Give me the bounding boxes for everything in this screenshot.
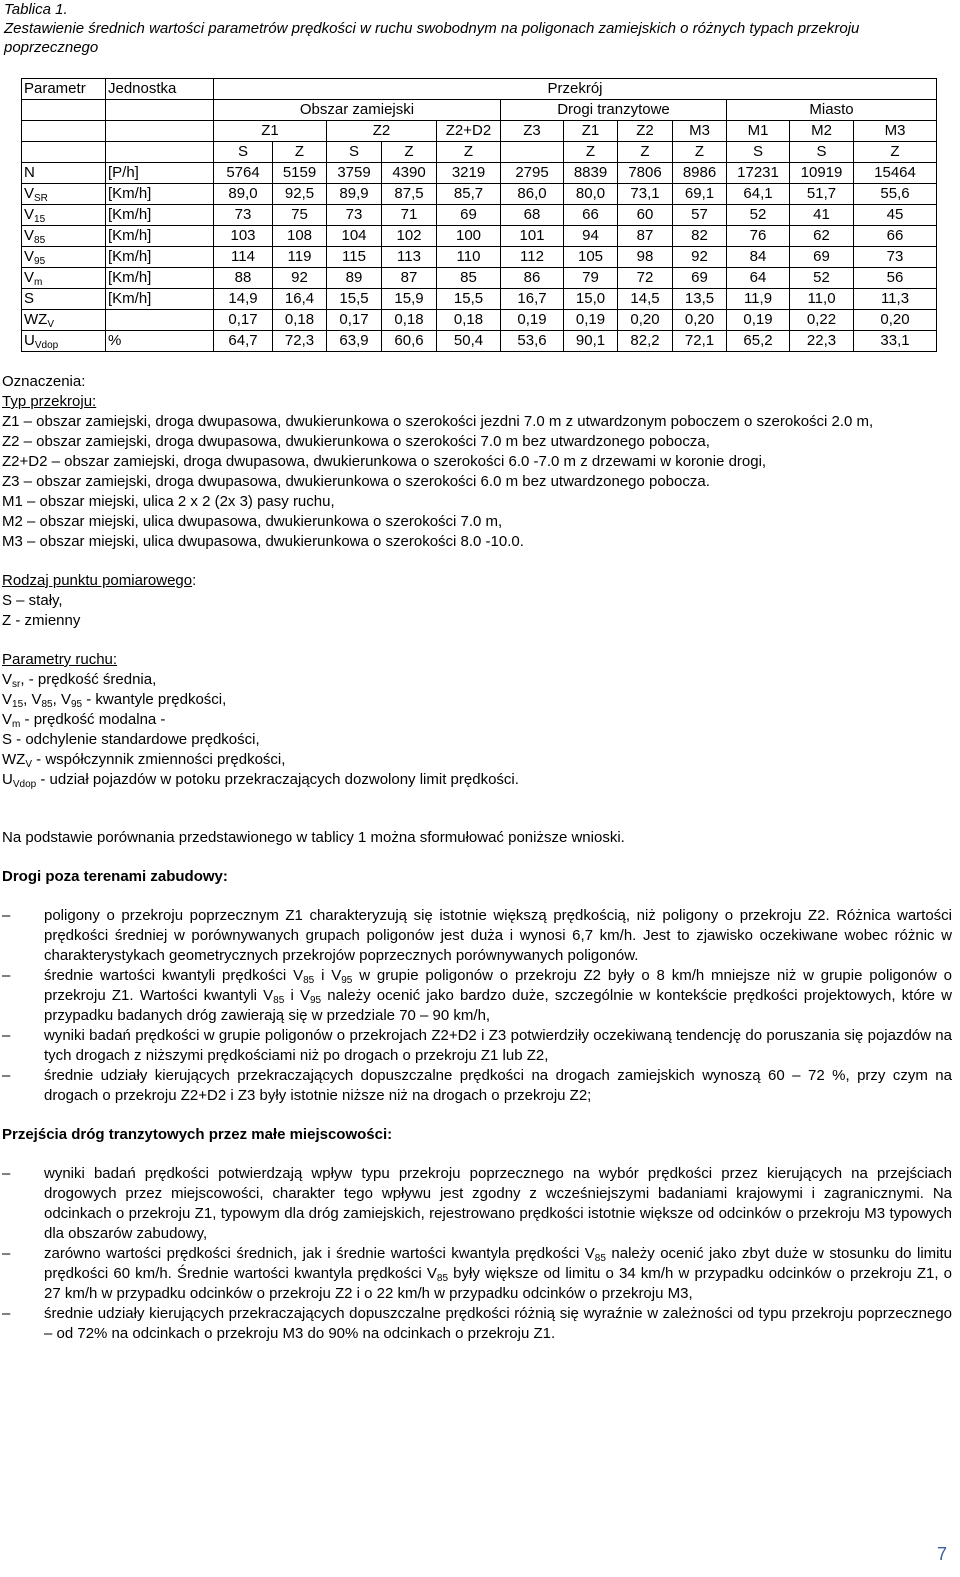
table-row: [22, 247, 937, 268]
list-item: – średnie udziały kierujących przekraczających dopuszczalne prędkości różnią się wyraźnie w zależności od typu przekroju poprzecznego – od 72% na odcinkach o przekroju M3 do 90% na odcinkach o przekroju Z1.: [2, 1305, 952, 1342]
value-cell: 69: [437, 205, 501, 226]
value-cell: 64: [727, 268, 790, 289]
list-item: – średnie wartości kwantyli prędkości $V_{85}$ i $V_{95}$ w grupie poligonów o przekroju Z2 były o 8 km/h mniejsze niż w grupie poligonów o przekroju Z1. Wartości kwantyli $V_{85}$ i $V_{95}$ należy ocenić jako bardzo duże, szczególnie w kontekście prędkości projektowych, które w przypadku badanych dróg zawierają się w przedziale 70 – 90 km/h,: [2, 967, 952, 1024]
value-cell: 71: [382, 205, 437, 226]
legend-heading: Oznaczenia:: [2, 373, 86, 390]
header-point: Z: [854, 142, 937, 163]
type-definition: Z2 – obszar zamiejski, droga dwupasowa, dwukierunkowa o szerokości 7.0 m bez utwardzonego pobocza,: [2, 433, 710, 450]
value-cell: 73: [854, 247, 937, 268]
value-cell: 0,18: [382, 310, 437, 331]
value-cell: 15,0: [564, 289, 618, 310]
header-empty: [22, 142, 106, 163]
value-cell: 0,18: [437, 310, 501, 331]
value-cell: 17231: [727, 163, 790, 184]
dash-bullet: –: [2, 1067, 11, 1084]
value-cell: 114: [214, 247, 273, 268]
value-cell: 52: [727, 205, 790, 226]
list-item: – wyniki badań prędkości w grupie poligonów o przekrojach Z2+D2 i Z3 potwierdziły oczekiwaną tendencję do poruszania się pojazdów na tych drogach z niższymi prędkościami niż po drogach o przekroju Z1 lub Z2,: [2, 1027, 952, 1064]
dash-bullet: –: [2, 907, 11, 924]
value-cell: 0,20: [618, 310, 673, 331]
unit-cell: [Km/h]: [106, 247, 214, 268]
value-cell: 0,20: [854, 310, 937, 331]
value-cell: 85: [437, 268, 501, 289]
type-definition: Z2+D2 – obszar zamiejski, droga dwupasowa, dwukierunkowa o szerokości 6.0 -7.0 m z drzewami w koronie drogi,: [2, 453, 767, 470]
table-row: [22, 226, 937, 247]
value-cell: 51,7: [790, 184, 854, 205]
value-cell: 11,9: [727, 289, 790, 310]
dash-bullet: –: [2, 1245, 11, 1262]
value-cell: 80,0: [564, 184, 618, 205]
value-cell: 3759: [327, 163, 382, 184]
value-cell: 55,6: [854, 184, 937, 205]
value-cell: 10919: [790, 163, 854, 184]
parameter-cell: $V_{95}$: [22, 247, 106, 268]
dash-bullet: –: [2, 967, 11, 984]
header-point: Z: [437, 142, 501, 163]
value-cell: 22,3: [790, 331, 854, 352]
header-point: S: [790, 142, 854, 163]
value-cell: 15,5: [327, 289, 382, 310]
value-cell: 0,19: [564, 310, 618, 331]
point-type-definition: S – stały,: [2, 592, 63, 609]
value-cell: 108: [273, 226, 327, 247]
header-row-2: [22, 100, 937, 121]
header-point: Z: [273, 142, 327, 163]
value-cell: 14,5: [618, 289, 673, 310]
parameter-cell: $WZ_V$: [22, 310, 106, 331]
value-cell: 8839: [564, 163, 618, 184]
conclusions: [2, 828, 952, 1344]
value-cell: 73: [214, 205, 273, 226]
value-cell: 62: [790, 226, 854, 247]
value-cell: 0,20: [673, 310, 727, 331]
header-type: Z1: [564, 121, 618, 142]
table-row: [22, 310, 937, 331]
header-empty: [22, 121, 106, 142]
dash-bullet: –: [2, 1305, 11, 1322]
param-definition-vm: $V_m$ - prędkość modalna -: [2, 711, 166, 730]
list-item: – zarówno wartości prędkości średnich, jak i średnie wartości kwantyla prędkości $V_{85}$ należy ocenić jako zbyt duże w stosunku do limitu prędkości 60 km/h. Średnie wartości kwantyla prędkości $V_{85}$ były większe od limitu o 34 km/h w przypadku odcinków o przekroju Z1, o 27 km/h w przypadku odcinków o przekroju Z2 i o 22 km/h w przypadku odcinków o przekroju M3,: [2, 1245, 952, 1302]
table-row: [22, 289, 937, 310]
value-cell: 3219: [437, 163, 501, 184]
list-item: – wyniki badań prędkości potwierdzają wpływ typu przekroju poprzecznego na wybór prędkości przez kierujących na przejściach drogowych przez miejscowości, charakter tego wpływu jest zgodny z wcześniejszymi badaniami krajowymi i zagranicznymi. Na odcinkach o przekroju Z1, typowym dla dróg zamiejskich, rejestrowano prędkości istotnie większe od odcinków o przekroju M3 typowych dla obszarów zabudowy,: [2, 1165, 952, 1242]
header-point: S: [214, 142, 273, 163]
parameter-cell: $V_{85}$: [22, 226, 106, 247]
unit-cell: [Km/h]: [106, 184, 214, 205]
dash-bullet: –: [2, 1027, 11, 1044]
header-type: Z2: [618, 121, 673, 142]
value-cell: 50,4: [437, 331, 501, 352]
point-type-definition: Z - zmienny: [2, 612, 81, 629]
list-item: – poligony o przekroju poprzecznym Z1 charakteryzują się istotnie większą prędkością, niż poligony o przekroju Z2. Różnica wartości prędkości średniej w porównywanych grupach poligonów jest duża i wynosi 6,7 km/h. Jest to zjawisko oczekiwane wobec różnic w charakterystykach geometrycznych przekrojów poprzecznych porównywanych poligonów.: [2, 907, 952, 964]
header-type: Z3: [501, 121, 564, 142]
value-cell: 100: [437, 226, 501, 247]
conclusions-intro: Na podstawie porównania przedstawionego w tablicy 1 można sformułować poniższe wnioski.: [2, 829, 625, 846]
rural-conclusions-list: [2, 906, 952, 1106]
legend: [2, 372, 952, 790]
header-type: Z2: [327, 121, 437, 142]
value-cell: 11,0: [790, 289, 854, 310]
value-cell: 15464: [854, 163, 937, 184]
value-cell: 56: [854, 268, 937, 289]
table-row: [22, 331, 937, 352]
value-cell: 89,9: [327, 184, 382, 205]
value-cell: 33,1: [854, 331, 937, 352]
table-row: [22, 268, 937, 289]
table-body: [22, 163, 937, 352]
type-definition: Z3 – obszar zamiejski, droga dwupasowa, dwukierunkowa o szerokości 6.0 m bez utwardzonego pobocza.: [2, 473, 710, 490]
header-point: Z: [673, 142, 727, 163]
traffic-params-heading: Parametry ruchu:: [2, 651, 118, 668]
point-type-heading: Rodzaj punktu pomiarowego:: [2, 572, 197, 589]
value-cell: 92,5: [273, 184, 327, 205]
value-cell: 64,1: [727, 184, 790, 205]
speed-parameters-table: [21, 78, 937, 352]
header-point: S: [327, 142, 382, 163]
value-cell: 89: [327, 268, 382, 289]
value-cell: 7806: [618, 163, 673, 184]
parameter-cell: $U_{Vdop}$: [22, 331, 106, 352]
header-row-4: [22, 142, 937, 163]
value-cell: 73,1: [618, 184, 673, 205]
value-cell: 0,22: [790, 310, 854, 331]
value-cell: 60,6: [382, 331, 437, 352]
value-cell: 66: [564, 205, 618, 226]
header-type: M2: [790, 121, 854, 142]
value-cell: 0,17: [327, 310, 382, 331]
header-point: Z: [618, 142, 673, 163]
header-type: Z1: [214, 121, 327, 142]
unit-cell: [Km/h]: [106, 289, 214, 310]
value-cell: 101: [501, 226, 564, 247]
unit-cell: [Km/h]: [106, 226, 214, 247]
value-cell: 94: [564, 226, 618, 247]
table-row: [22, 205, 937, 226]
value-cell: 16,4: [273, 289, 327, 310]
value-cell: 75: [273, 205, 327, 226]
value-cell: 8986: [673, 163, 727, 184]
section-heading-rural: Drogi poza terenami zabudowy:: [2, 868, 228, 885]
param-definition-s: S - odchylenie standardowe prędkości,: [2, 731, 260, 748]
value-cell: 102: [382, 226, 437, 247]
value-cell: 64,7: [214, 331, 273, 352]
type-definition: M1 – obszar miejski, ulica 2 x 2 (2x 3) pasy ruchu,: [2, 493, 335, 510]
unit-cell: [P/h]: [106, 163, 214, 184]
value-cell: 15,5: [437, 289, 501, 310]
value-cell: 87,5: [382, 184, 437, 205]
header-parameter: Parametr: [22, 79, 106, 100]
header-row-1: [22, 79, 937, 100]
param-definition-vsr: $V_{sr}$, - prędkość średnia,: [2, 671, 157, 690]
value-cell: 82,2: [618, 331, 673, 352]
value-cell: 41: [790, 205, 854, 226]
value-cell: 5764: [214, 163, 273, 184]
value-cell: 86: [501, 268, 564, 289]
header-point: S: [727, 142, 790, 163]
value-cell: 4390: [382, 163, 437, 184]
value-cell: 2795: [501, 163, 564, 184]
header-type: M1: [727, 121, 790, 142]
value-cell: 69,1: [673, 184, 727, 205]
header-empty: [106, 100, 214, 121]
value-cell: 65,2: [727, 331, 790, 352]
value-cell: 16,7: [501, 289, 564, 310]
value-cell: 13,5: [673, 289, 727, 310]
value-cell: 85,7: [437, 184, 501, 205]
value-cell: 72,3: [273, 331, 327, 352]
value-cell: 52: [790, 268, 854, 289]
section-heading-transit: Przejścia dróg tranzytowych przez małe miejscowości:: [2, 1126, 393, 1143]
value-cell: 0,17: [214, 310, 273, 331]
value-cell: 66: [854, 226, 937, 247]
type-definition: Z1 – obszar zamiejski, droga dwupasowa, dwukierunkowa o szerokości jezdni 7.0 m z utwardzonym poboczem o szerokości 2.0 m,: [2, 413, 874, 430]
header-group-rural: Obszar zamiejski: [214, 100, 501, 121]
header-point: Z: [382, 142, 437, 163]
value-cell: 87: [382, 268, 437, 289]
value-cell: 0,19: [501, 310, 564, 331]
value-cell: 73: [327, 205, 382, 226]
param-definition-quantiles: $V_{15}$, $V_{85}$, $V_{95}$ - kwantyle prędkości,: [2, 691, 227, 710]
header-point: Z: [564, 142, 618, 163]
header-section: Przekrój: [214, 79, 937, 100]
value-cell: 69: [673, 268, 727, 289]
header-empty: [22, 100, 106, 121]
param-definition-u: $U_{Vdop}$ - udział pojazdów w potoku przekraczających dozwolony limit prędkości.: [2, 771, 519, 790]
value-cell: 103: [214, 226, 273, 247]
value-cell: 72: [618, 268, 673, 289]
value-cell: 45: [854, 205, 937, 226]
parameter-cell: N: [22, 163, 106, 184]
value-cell: 63,9: [327, 331, 382, 352]
unit-cell: [Km/h]: [106, 268, 214, 289]
value-cell: 92: [673, 247, 727, 268]
header-type: M3: [673, 121, 727, 142]
value-cell: 68: [501, 205, 564, 226]
value-cell: 0,19: [727, 310, 790, 331]
value-cell: 84: [727, 247, 790, 268]
parameter-cell: $V_m$: [22, 268, 106, 289]
value-cell: 11,3: [854, 289, 937, 310]
unit-cell: [106, 310, 214, 331]
value-cell: 112: [501, 247, 564, 268]
value-cell: 115: [327, 247, 382, 268]
value-cell: 110: [437, 247, 501, 268]
header-unit: Jednostka: [106, 79, 214, 100]
header-empty: [106, 121, 214, 142]
table-title: Zestawienie średnich wartości parametrów prędkości w ruchu swobodnym na poligonach zamiejskich o różnych typach przekroju poprzecznego: [4, 20, 860, 56]
value-cell: 89,0: [214, 184, 273, 205]
value-cell: 57: [673, 205, 727, 226]
section-type-heading: Typ przekroju:: [2, 393, 97, 410]
value-cell: 105: [564, 247, 618, 268]
type-definition: M3 – obszar miejski, ulica dwupasowa, dwukierunkowa o szerokości 8.0 -10.0.: [2, 533, 524, 550]
param-definition-wz: $WZ_V$ - współczynnik zmienności prędkości,: [2, 751, 286, 770]
value-cell: 0,18: [273, 310, 327, 331]
value-cell: 76: [727, 226, 790, 247]
value-cell: 72,1: [673, 331, 727, 352]
header-row-3: [22, 121, 937, 142]
value-cell: 15,9: [382, 289, 437, 310]
value-cell: 113: [382, 247, 437, 268]
header-empty: [106, 142, 214, 163]
table-caption: [4, 0, 954, 57]
unit-cell: %: [106, 331, 214, 352]
header-group-city: Miasto: [727, 100, 937, 121]
unit-cell: [Km/h]: [106, 205, 214, 226]
list-item: – średnie udziały kierujących przekraczających dopuszczalne prędkości na drogach zamiejskich wynoszą 60 – 72 %, przy czym na drogach o przekroju Z2+D2 i Z3 były istotnie niższe niż na drogach o przekroju Z2;: [2, 1067, 952, 1104]
dash-bullet: –: [2, 1165, 11, 1182]
value-cell: 5159: [273, 163, 327, 184]
value-cell: 92: [273, 268, 327, 289]
value-cell: 104: [327, 226, 382, 247]
value-cell: 82: [673, 226, 727, 247]
parameter-cell: $V_{SR}$: [22, 184, 106, 205]
value-cell: 87: [618, 226, 673, 247]
header-type: M3: [854, 121, 937, 142]
value-cell: 14,9: [214, 289, 273, 310]
page-number: 7: [937, 1544, 948, 1564]
value-cell: 90,1: [564, 331, 618, 352]
header-group-transit: Drogi tranzytowe: [501, 100, 727, 121]
value-cell: 69: [790, 247, 854, 268]
value-cell: 79: [564, 268, 618, 289]
table-row: [22, 163, 937, 184]
value-cell: 98: [618, 247, 673, 268]
table-label: Tablica 1.: [4, 1, 68, 18]
table-row: [22, 184, 937, 205]
header-type: Z2+D2: [437, 121, 501, 142]
transit-conclusions-list: [2, 1164, 952, 1344]
value-cell: 86,0: [501, 184, 564, 205]
header-empty: [501, 142, 564, 163]
value-cell: 53,6: [501, 331, 564, 352]
type-definition: M2 – obszar miejski, ulica dwupasowa, dwukierunkowa o szerokości 7.0 m,: [2, 513, 503, 530]
value-cell: 119: [273, 247, 327, 268]
parameter-cell: S: [22, 289, 106, 310]
parameter-cell: $V_{15}$: [22, 205, 106, 226]
value-cell: 60: [618, 205, 673, 226]
value-cell: 88: [214, 268, 273, 289]
